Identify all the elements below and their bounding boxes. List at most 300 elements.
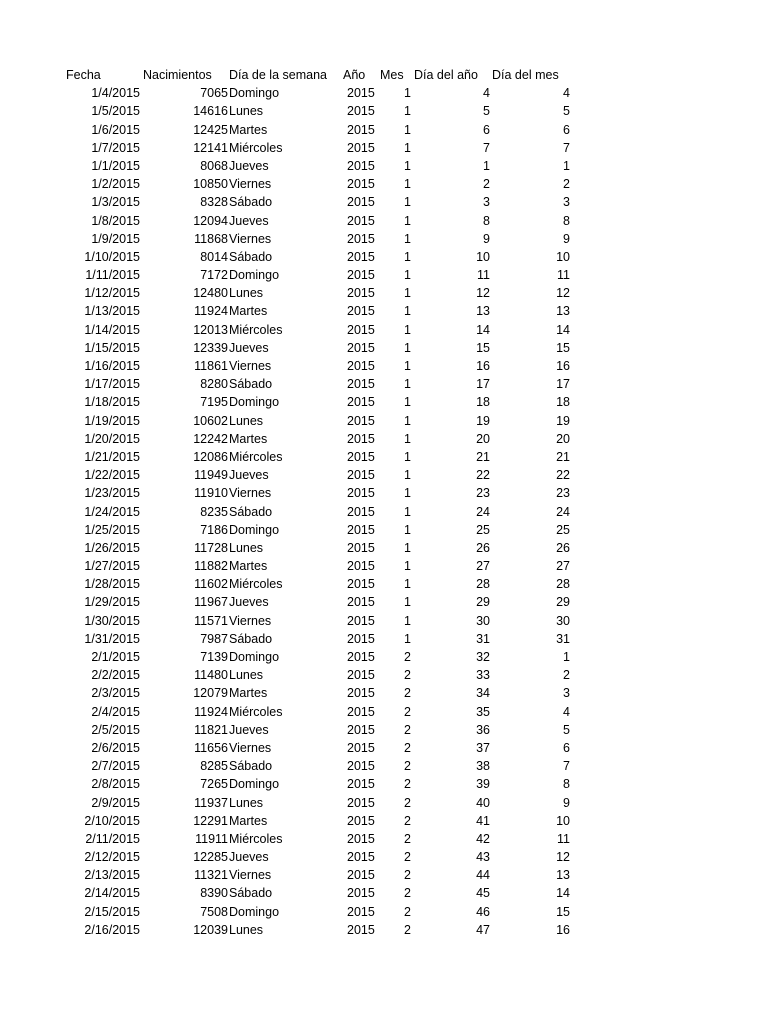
cell-dia-mes: 7	[563, 759, 570, 774]
cell-anio: 2015	[347, 249, 375, 264]
cell-nacimientos: 14616	[193, 104, 228, 119]
cell-nacimientos: 12013	[193, 322, 228, 337]
table-row	[0, 193, 768, 211]
table-row	[0, 375, 768, 393]
cell-nacimientos: 12339	[193, 340, 228, 355]
cell-dia-mes: 15	[556, 904, 570, 919]
cell-mes: 1	[404, 540, 411, 555]
cell-dia-semana: Jueves	[229, 213, 269, 228]
cell-nacimientos: 7186	[200, 522, 228, 537]
table-row	[0, 102, 768, 120]
cell-dia-anio: 13	[476, 304, 490, 319]
cell-dia-mes: 12	[556, 850, 570, 865]
cell-dia-anio: 44	[476, 868, 490, 883]
header-nacimientos: Nacimientos	[143, 68, 212, 82]
cell-nacimientos: 12425	[193, 122, 228, 137]
cell-fecha: 1/14/2015	[84, 322, 140, 337]
table-row	[0, 557, 768, 575]
table-row	[0, 448, 768, 466]
header-row	[0, 66, 768, 84]
cell-dia-mes: 9	[563, 231, 570, 246]
cell-dia-mes: 3	[563, 195, 570, 210]
cell-dia-anio: 41	[476, 813, 490, 828]
cell-dia-mes: 10	[556, 249, 570, 264]
cell-mes: 1	[404, 268, 411, 283]
cell-dia-mes: 2	[563, 668, 570, 683]
table-row	[0, 357, 768, 375]
cell-nacimientos: 11656	[194, 740, 228, 755]
cell-anio: 2015	[347, 158, 375, 173]
cell-dia-semana: Martes	[229, 686, 268, 701]
cell-dia-mes: 1	[563, 650, 570, 664]
cell-mes: 2	[404, 868, 411, 883]
cell-nacimientos: 11882	[194, 559, 228, 574]
cell-dia-semana: Viernes	[229, 231, 272, 246]
cell-nacimientos: 11910	[194, 486, 228, 501]
cell-dia-semana: Domingo	[229, 777, 280, 792]
table-row	[0, 794, 768, 812]
cell-fecha: 1/17/2015	[84, 377, 140, 392]
cell-dia-anio: 14	[476, 322, 490, 337]
cell-nacimientos: 7065	[200, 86, 228, 101]
cell-fecha: 2/7/2015	[91, 759, 140, 774]
table-row	[0, 321, 768, 339]
cell-dia-semana: Sábado	[229, 377, 273, 392]
cell-anio: 2015	[347, 359, 375, 373]
cell-dia-semana: Sábado	[229, 759, 273, 774]
table-row	[0, 121, 768, 139]
table-row	[0, 775, 768, 793]
cell-dia-semana: Miércoles	[229, 831, 283, 846]
cell-mes: 2	[404, 722, 411, 737]
cell-nacimientos: 12141	[193, 140, 228, 155]
cell-mes: 2	[404, 759, 411, 774]
cell-dia-anio: 4	[483, 86, 490, 101]
cell-mes: 2	[404, 777, 411, 792]
table-row	[0, 884, 768, 902]
cell-nacimientos: 8285	[200, 759, 228, 774]
cell-dia-anio: 16	[476, 359, 490, 373]
cell-dia-mes: 13	[556, 304, 570, 319]
cell-anio: 2015	[347, 813, 375, 828]
cell-dia-semana: Viernes	[229, 740, 272, 755]
cell-dia-semana: Martes	[229, 431, 268, 446]
table-row	[0, 903, 768, 921]
cell-nacimientos: 11924	[194, 704, 228, 719]
table-row	[0, 266, 768, 284]
cell-mes: 1	[404, 104, 411, 119]
cell-fecha: 1/2/2015	[91, 177, 140, 192]
cell-dia-semana: Martes	[229, 304, 268, 319]
cell-dia-semana: Jueves	[229, 340, 269, 355]
cell-anio: 2015	[347, 686, 375, 701]
cell-dia-mes: 9	[563, 795, 570, 810]
cell-dia-anio: 45	[476, 886, 490, 901]
cell-dia-semana: Lunes	[229, 668, 264, 683]
table-row	[0, 412, 768, 430]
table-row	[0, 612, 768, 630]
table-row	[0, 84, 768, 102]
cell-nacimientos: 7172	[200, 268, 228, 283]
cell-anio: 2015	[347, 631, 375, 646]
cell-anio: 2015	[347, 522, 375, 537]
cell-nacimientos: 11480	[194, 668, 228, 683]
cell-dia-semana: Domingo	[229, 522, 280, 537]
cell-nacimientos: 12242	[193, 431, 228, 446]
cell-fecha: 1/30/2015	[84, 613, 140, 628]
cell-dia-anio: 28	[476, 577, 490, 592]
cell-fecha: 1/26/2015	[84, 540, 140, 555]
cell-anio: 2015	[347, 140, 375, 155]
cell-fecha: 2/3/2015	[91, 686, 140, 701]
cell-anio: 2015	[347, 722, 375, 737]
cell-mes: 1	[404, 486, 411, 501]
cell-dia-anio: 9	[483, 231, 490, 246]
cell-fecha: 2/9/2015	[91, 795, 140, 810]
table-row	[0, 484, 768, 502]
cell-mes: 2	[404, 668, 411, 683]
cell-dia-semana: Miércoles	[229, 449, 283, 464]
cell-mes: 1	[404, 213, 411, 228]
cell-dia-anio: 31	[476, 631, 490, 646]
cell-dia-mes: 4	[563, 704, 570, 719]
table-row	[0, 630, 768, 648]
cell-fecha: 1/27/2015	[84, 559, 140, 574]
cell-nacimientos: 11949	[194, 468, 228, 483]
cell-fecha: 1/3/2015	[91, 195, 140, 210]
table-row	[0, 648, 768, 666]
cell-dia-semana: Domingo	[229, 650, 280, 664]
cell-fecha: 1/29/2015	[84, 595, 140, 610]
cell-nacimientos: 11924	[194, 304, 228, 319]
cell-nacimientos: 8068	[200, 158, 228, 173]
cell-dia-anio: 8	[483, 213, 490, 228]
table-row	[0, 430, 768, 448]
cell-dia-semana: Domingo	[229, 904, 280, 919]
cell-dia-anio: 23	[476, 486, 490, 501]
table-row	[0, 466, 768, 484]
cell-anio: 2015	[347, 395, 375, 410]
cell-anio: 2015	[347, 704, 375, 719]
cell-anio: 2015	[347, 413, 375, 428]
cell-dia-anio: 34	[476, 686, 490, 701]
cell-dia-mes: 29	[556, 595, 570, 610]
cell-nacimientos: 8328	[200, 195, 228, 210]
cell-fecha: 1/7/2015	[91, 140, 140, 155]
cell-dia-anio: 2	[483, 177, 490, 192]
cell-nacimientos: 8235	[200, 504, 228, 519]
cell-dia-anio: 12	[476, 286, 490, 301]
cell-mes: 1	[404, 359, 411, 373]
cell-dia-anio: 25	[476, 522, 490, 537]
cell-dia-semana: Sábado	[229, 504, 273, 519]
cell-dia-semana: Miércoles	[229, 322, 283, 337]
cell-fecha: 1/11/2015	[85, 268, 140, 283]
table-row	[0, 157, 768, 175]
cell-dia-anio: 39	[476, 777, 490, 792]
table-row	[0, 921, 768, 939]
cell-anio: 2015	[347, 486, 375, 501]
header-mes: Mes	[380, 68, 404, 82]
cell-dia-anio: 19	[476, 413, 490, 428]
cell-dia-mes: 23	[556, 486, 570, 501]
cell-dia-semana: Sábado	[229, 195, 273, 210]
cell-anio: 2015	[347, 268, 375, 283]
cell-dia-semana: Lunes	[229, 795, 264, 810]
cell-anio: 2015	[347, 559, 375, 574]
cell-anio: 2015	[347, 904, 375, 919]
cell-fecha: 1/31/2015	[84, 631, 140, 646]
cell-dia-anio: 37	[476, 740, 490, 755]
cell-anio: 2015	[347, 886, 375, 901]
cell-dia-anio: 17	[476, 377, 490, 392]
cell-dia-anio: 32	[476, 650, 490, 664]
header-dia-mes: Día del mes	[492, 68, 559, 82]
cell-nacimientos: 11868	[194, 231, 228, 246]
cell-fecha: 2/4/2015	[91, 704, 140, 719]
table-row	[0, 393, 768, 411]
cell-dia-mes: 17	[556, 377, 570, 392]
cell-dia-semana: Miércoles	[229, 577, 283, 592]
cell-fecha: 1/18/2015	[84, 395, 140, 410]
cell-dia-mes: 5	[563, 104, 570, 119]
cell-mes: 2	[404, 904, 411, 919]
cell-nacimientos: 12291	[193, 813, 228, 828]
cell-dia-mes: 12	[556, 286, 570, 301]
cell-dia-mes: 16	[556, 922, 570, 937]
cell-dia-anio: 18	[476, 395, 490, 410]
cell-dia-semana: Martes	[229, 122, 268, 137]
cell-anio: 2015	[347, 613, 375, 628]
header-dia-semana: Día de la semana	[229, 68, 327, 82]
cell-mes: 1	[404, 195, 411, 210]
cell-mes: 1	[404, 158, 411, 173]
cell-mes: 1	[404, 595, 411, 610]
cell-fecha: 2/2/2015	[91, 668, 140, 683]
cell-nacimientos: 11861	[194, 359, 228, 373]
cell-dia-semana: Domingo	[229, 86, 280, 101]
table-row	[0, 666, 768, 684]
cell-anio: 2015	[347, 595, 375, 610]
cell-anio: 2015	[347, 322, 375, 337]
cell-mes: 1	[404, 431, 411, 446]
spreadsheet-table	[0, 66, 768, 939]
table-row	[0, 248, 768, 266]
cell-nacimientos: 8280	[200, 377, 228, 392]
cell-mes: 2	[404, 740, 411, 755]
table-row	[0, 212, 768, 230]
table-body	[0, 84, 768, 939]
cell-dia-semana: Miércoles	[229, 704, 283, 719]
cell-nacimientos: 12285	[193, 850, 228, 865]
cell-dia-mes: 6	[563, 740, 570, 755]
cell-fecha: 1/22/2015	[84, 468, 140, 483]
cell-dia-semana: Domingo	[229, 395, 280, 410]
cell-dia-mes: 3	[563, 686, 570, 701]
cell-nacimientos: 12094	[193, 213, 228, 228]
cell-dia-semana: Sábado	[229, 631, 273, 646]
cell-dia-mes: 31	[556, 631, 570, 646]
table-row	[0, 503, 768, 521]
cell-dia-semana: Viernes	[229, 613, 272, 628]
cell-mes: 1	[404, 122, 411, 137]
cell-fecha: 1/21/2015	[84, 449, 140, 464]
cell-dia-mes: 15	[556, 340, 570, 355]
cell-anio: 2015	[347, 195, 375, 210]
cell-dia-semana: Jueves	[229, 468, 269, 483]
cell-fecha: 2/15/2015	[84, 904, 140, 919]
cell-nacimientos: 12079	[193, 686, 228, 701]
cell-dia-mes: 14	[556, 322, 570, 337]
cell-dia-anio: 38	[476, 759, 490, 774]
cell-nacimientos: 11937	[194, 795, 228, 810]
cell-dia-anio: 43	[476, 850, 490, 865]
cell-dia-anio: 27	[476, 559, 490, 574]
cell-dia-mes: 11	[557, 831, 570, 846]
cell-dia-mes: 20	[556, 431, 570, 446]
table-row	[0, 721, 768, 739]
cell-dia-anio: 29	[476, 595, 490, 610]
cell-nacimientos: 7508	[200, 904, 228, 919]
cell-anio: 2015	[347, 449, 375, 464]
cell-dia-anio: 5	[483, 104, 490, 119]
cell-anio: 2015	[347, 377, 375, 392]
cell-fecha: 1/10/2015	[84, 249, 140, 264]
cell-dia-semana: Lunes	[229, 286, 264, 301]
cell-dia-mes: 11	[557, 268, 570, 283]
cell-dia-semana: Jueves	[229, 850, 269, 865]
table-row	[0, 739, 768, 757]
cell-nacimientos: 7195	[200, 395, 228, 410]
cell-mes: 2	[404, 886, 411, 901]
table-row	[0, 139, 768, 157]
cell-mes: 1	[404, 559, 411, 574]
table-row	[0, 866, 768, 884]
cell-anio: 2015	[347, 104, 375, 119]
table-row	[0, 521, 768, 539]
cell-anio: 2015	[347, 431, 375, 446]
cell-dia-anio: 24	[476, 504, 490, 519]
cell-dia-anio: 35	[476, 704, 490, 719]
cell-mes: 1	[404, 468, 411, 483]
cell-mes: 1	[404, 522, 411, 537]
cell-dia-mes: 14	[556, 886, 570, 901]
cell-mes: 2	[404, 813, 411, 828]
cell-mes: 2	[404, 922, 411, 937]
cell-anio: 2015	[347, 213, 375, 228]
table-row	[0, 830, 768, 848]
cell-fecha: 2/1/2015	[91, 650, 140, 664]
cell-dia-semana: Lunes	[229, 922, 264, 937]
cell-fecha: 1/9/2015	[91, 231, 140, 246]
cell-nacimientos: 12086	[193, 449, 228, 464]
cell-dia-mes: 18	[556, 395, 570, 410]
cell-dia-mes: 13	[556, 868, 570, 883]
cell-dia-mes: 1	[563, 158, 570, 173]
cell-mes: 1	[404, 577, 411, 592]
cell-fecha: 1/15/2015	[84, 340, 140, 355]
cell-dia-anio: 20	[476, 431, 490, 446]
cell-fecha: 2/10/2015	[84, 813, 140, 828]
cell-dia-semana: Lunes	[229, 540, 264, 555]
cell-dia-mes: 4	[563, 86, 570, 101]
cell-anio: 2015	[347, 304, 375, 319]
cell-dia-anio: 36	[476, 722, 490, 737]
cell-dia-anio: 26	[476, 540, 490, 555]
cell-dia-anio: 3	[483, 195, 490, 210]
cell-mes: 1	[404, 231, 411, 246]
table-row	[0, 230, 768, 248]
cell-fecha: 1/5/2015	[91, 104, 140, 119]
table-row	[0, 848, 768, 866]
cell-dia-anio: 30	[476, 613, 490, 628]
cell-dia-mes: 6	[563, 122, 570, 137]
cell-fecha: 2/13/2015	[84, 868, 140, 883]
cell-dia-mes: 8	[563, 213, 570, 228]
cell-fecha: 1/4/2015	[91, 86, 140, 101]
cell-mes: 2	[404, 831, 411, 846]
cell-dia-mes: 8	[563, 777, 570, 792]
cell-fecha: 1/19/2015	[84, 413, 140, 428]
cell-anio: 2015	[347, 868, 375, 883]
cell-dia-mes: 10	[556, 813, 570, 828]
cell-dia-anio: 46	[476, 904, 490, 919]
cell-anio: 2015	[347, 504, 375, 519]
cell-anio: 2015	[347, 340, 375, 355]
cell-nacimientos: 12039	[193, 922, 228, 937]
cell-dia-anio: 21	[476, 449, 490, 464]
cell-mes: 1	[404, 140, 411, 155]
cell-nacimientos: 11821	[194, 722, 228, 737]
cell-dia-mes: 22	[556, 468, 570, 483]
cell-mes: 2	[404, 686, 411, 701]
cell-fecha: 1/24/2015	[84, 504, 140, 519]
cell-nacimientos: 7265	[200, 777, 228, 792]
table-row	[0, 302, 768, 320]
cell-dia-mes: 24	[556, 504, 570, 519]
table-row	[0, 684, 768, 702]
cell-fecha: 1/23/2015	[84, 486, 140, 501]
cell-dia-semana: Lunes	[229, 413, 264, 428]
cell-dia-anio: 47	[476, 922, 490, 937]
cell-mes: 1	[404, 177, 411, 192]
table-row	[0, 284, 768, 302]
cell-dia-semana: Jueves	[229, 722, 269, 737]
cell-mes: 2	[404, 850, 411, 865]
cell-dia-mes: 19	[556, 413, 570, 428]
cell-fecha: 1/13/2015	[84, 304, 140, 319]
cell-dia-anio: 6	[483, 122, 490, 137]
cell-nacimientos: 7987	[200, 631, 228, 646]
cell-dia-semana: Jueves	[229, 158, 269, 173]
cell-nacimientos: 8390	[200, 886, 228, 901]
cell-dia-anio: 33	[476, 668, 490, 683]
cell-anio: 2015	[347, 850, 375, 865]
cell-fecha: 1/6/2015	[91, 122, 140, 137]
cell-dia-anio: 1	[483, 158, 490, 173]
cell-fecha: 1/20/2015	[84, 431, 140, 446]
cell-fecha: 2/8/2015	[91, 777, 140, 792]
cell-dia-mes: 30	[556, 613, 570, 628]
cell-dia-semana: Viernes	[229, 486, 272, 501]
cell-nacimientos: 8014	[200, 249, 228, 264]
cell-anio: 2015	[347, 759, 375, 774]
cell-fecha: 1/1/2015	[91, 158, 140, 173]
cell-dia-semana: Viernes	[229, 177, 272, 192]
table-row	[0, 339, 768, 357]
cell-dia-mes: 25	[556, 522, 570, 537]
cell-mes: 1	[404, 395, 411, 410]
